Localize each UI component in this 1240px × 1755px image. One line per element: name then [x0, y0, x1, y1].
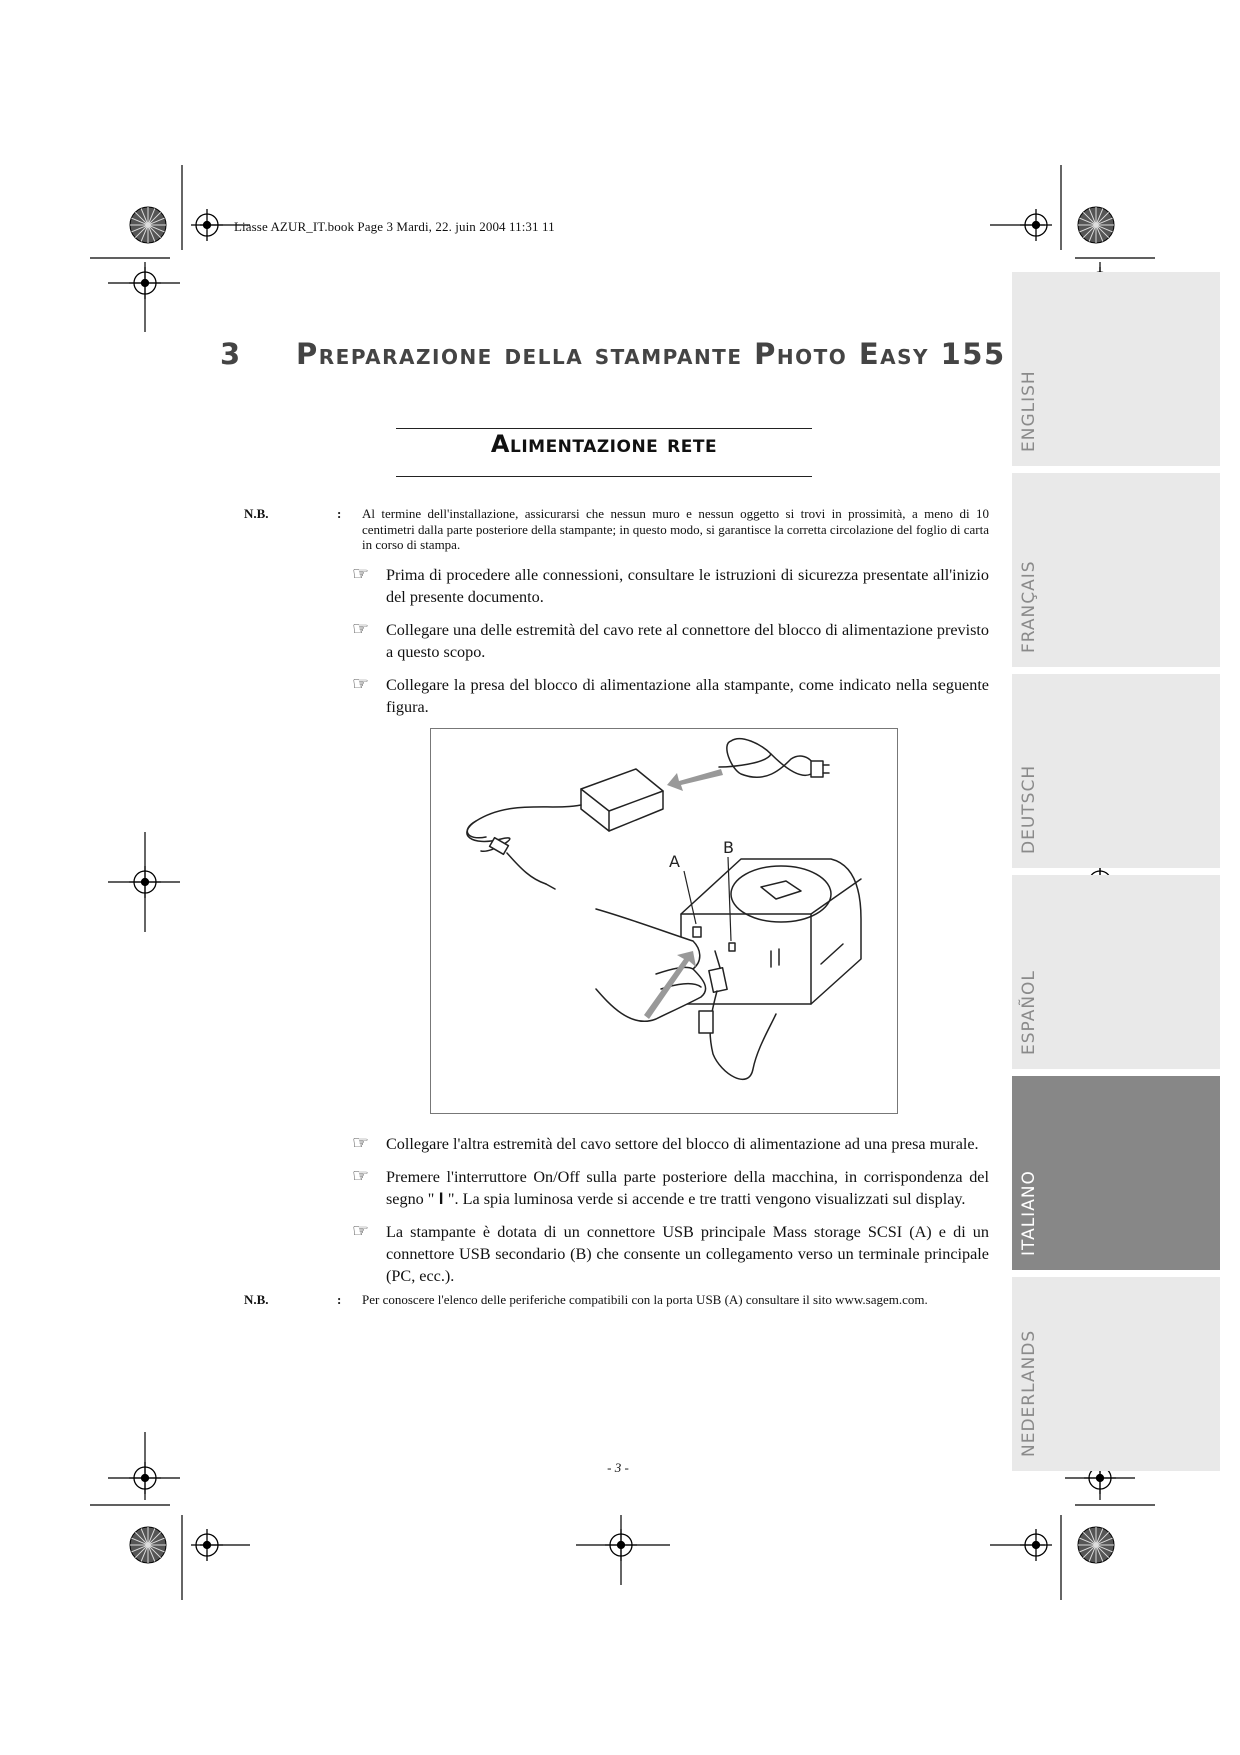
section-title: Alimentazione rete — [490, 430, 718, 458]
note-text: Al termine dell'installazione, assicurarsi che nessun muro e nessun oggetto si trovi in prossimità, a meno di 10 centimetri dalla parte posteriore della stampante; in questo modo, si garantisce la corretta circolazione del foglio di carta in corso di stampa. — [362, 506, 989, 552]
pointing-hand-icon: ☞ — [352, 564, 370, 585]
tab-nederlands[interactable] — [1012, 1277, 1220, 1471]
power-connection-figure — [430, 728, 898, 1114]
bullet-text-part: Premere l'interruttore On/Off sulla parte posteriore della macchina, in corrispondenza del segno " — [386, 1168, 989, 1208]
note-colon: : — [337, 506, 342, 521]
bullet-text — [386, 1166, 989, 1210]
tab-label: ESPAÑOL — [1019, 970, 1039, 1055]
tab-label: NEDERLANDS — [1019, 1329, 1039, 1457]
chapter-title: Preparazione della stampante Photo Easy 155 — [296, 337, 1006, 371]
section-rule-bottom — [396, 476, 812, 477]
tab-english[interactable] — [1012, 272, 1220, 466]
section-rule-top — [396, 428, 812, 429]
tab-italiano[interactable] — [1012, 1076, 1220, 1270]
bullet-text-part: ". La spia luminosa verde si accende e tre tratti vengono visualizzati sul display. — [447, 1190, 966, 1208]
tab-label: ENGLISH — [1019, 370, 1039, 452]
pointing-hand-icon: ☞ — [352, 619, 370, 640]
label-a: A — [669, 852, 680, 871]
pointing-hand-icon: ☞ — [352, 1221, 370, 1242]
book-header: Liasse AZUR_IT.book Page 3 Mardi, 22. juin 2004 11:31 11 — [234, 219, 555, 234]
bullet-text: Collegare la presa del blocco di alimentazione alla stampante, come indicato nella seguente figura. — [386, 676, 989, 716]
chapter-number: 3 — [220, 337, 241, 371]
note-colon: : — [337, 1292, 342, 1307]
page-number: - 3 - — [607, 1460, 629, 1475]
note-text: Per conoscere l'elenco delle periferiche compatibili con la porta USB (A) consultare il sito www.sagem.com. — [362, 1292, 928, 1307]
on-mark: I — [434, 1190, 448, 1208]
tab-label: ITALIANO — [1019, 1170, 1039, 1256]
bullet-text: La stampante è dotata di un connettore USB principale Mass storage SCSI (A) e di un connettore USB secondario (B) che consente un collegamento verso un terminale principale (PC, ecc.). — [386, 1223, 989, 1285]
tab-francais[interactable] — [1012, 473, 1220, 667]
bullet-text: Collegare l'altra estremità del cavo settore del blocco di alimentazione ad una presa murale. — [386, 1135, 979, 1153]
tab-espanol[interactable] — [1012, 875, 1220, 1069]
bullet-text: Prima di procedere alle connessioni, consultare le istruzioni di sicurezza presentate all'inizio del presente documento. — [386, 566, 989, 606]
note-label: N.B. — [244, 506, 269, 521]
pointing-hand-icon: ☞ — [352, 674, 370, 695]
pointing-hand-icon: ☞ — [352, 1133, 370, 1154]
printer-illustration — [431, 729, 897, 1113]
note-label: N.B. — [244, 1292, 269, 1307]
bullet-text: Collegare una delle estremità del cavo rete al connettore del blocco di alimentazione previsto a questo scopo. — [386, 621, 989, 661]
pointing-hand-icon: ☞ — [352, 1166, 370, 1187]
tab-label: FRANÇAIS — [1019, 560, 1039, 653]
tab-label: DEUTSCH — [1019, 764, 1039, 854]
label-b: B — [723, 838, 734, 857]
tab-deutsch[interactable] — [1012, 674, 1220, 868]
